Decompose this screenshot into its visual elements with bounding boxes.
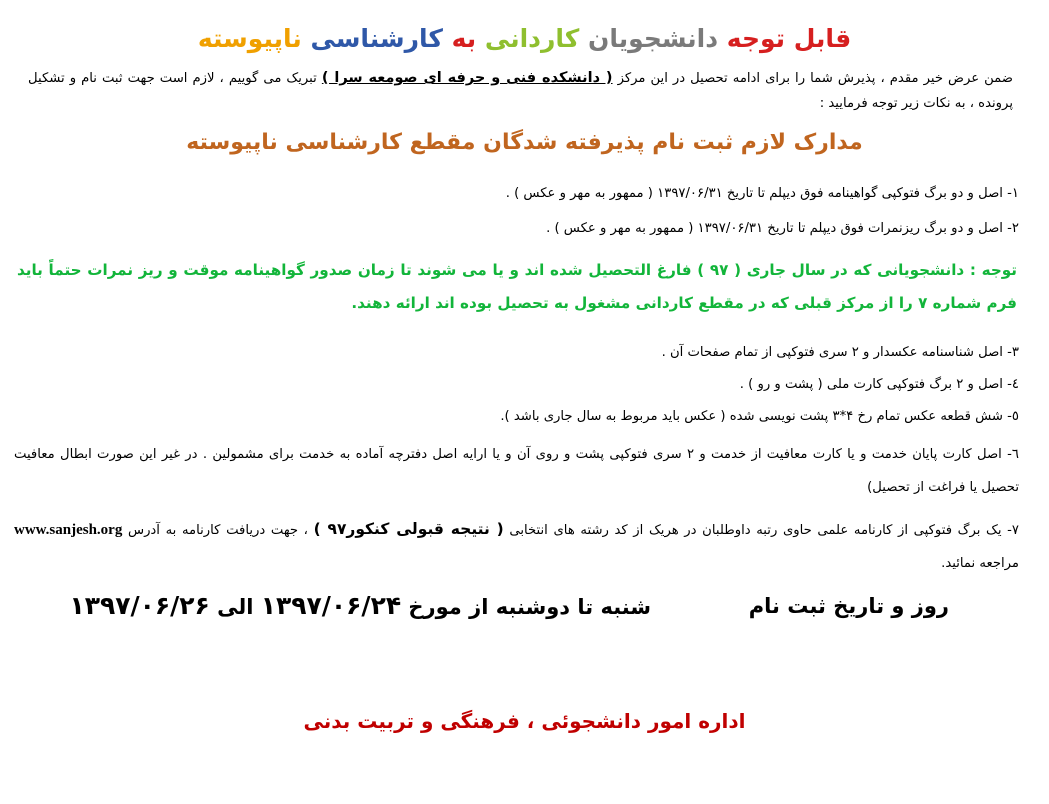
title-part-discontinuous: ناپیوسته [197,24,302,53]
requirement-item-4: ٤- اصل و ۲ برگ فتوکپی کارت ملی ( پشت و رو ) . [739,377,1019,392]
requirement-item-6: ٦- اصل کارت پایان خدمت و یا کارت معافیت از خدمت و ۲ سری فتوکپی پشت و روی آن و یا ارایه اصل دفترچه آماده به خدمت برای مشمولین . در غیر این صورت ابطال معافیت تحصیل یا فراغت از تحصیل) [14,447,1019,495]
center-name: ( دانشکده فنی و حرفه ای صومعه سرا ) [321,70,613,86]
registration-date-label: روز و تاریخ ثبت نام [748,594,949,618]
title-part-bachelor: کارشناسی [310,24,443,53]
page-title [0,20,1049,58]
requirement-item-3: ۳- اصل شناسنامه عکسدار و ۲ سری فتوکپی از تمام صفحات آن . [661,345,1019,360]
documents-subtitle: مدارک لازم ثبت نام پذیرفته شدگان مقطع کارشناسی ناپیوسته [186,130,863,155]
requirement-item-5: ٥- شش قطعه عکس تمام رخ ۴*۳ پشت نویسی شده ( عکس باید مربوط به سال جاری باشد ). [500,409,1019,424]
end-date: ۱۳۹۷/۰۶/۲۶ [69,591,210,620]
title-part-associate: کاردانی [484,24,580,53]
item-7-text-before: ۷- یک برگ فتوکپی از کارنامه علمی حاوی رتبه داوطلبان در هریک از کد رشته های انتخابی [509,523,1019,538]
intro-text-before: ضمن عرض خیر مقدم ، پذیرش شما را برای ادامه تحصیل در این مرکز [617,71,1013,86]
item-7-text-after: ، جهت دریافت کارنامه به آدرس [127,523,308,538]
graduates-notice: توجه : دانشجویانی که در سال جاری ( ۹۷ ) فارغ التحصیل شده اند و یا می شوند تا زمان صدور گواهینامه موقت و ریز نمرات حتماً باید فرم شماره ۷ را از مرکز قبلی که در مقطع کاردانی مشغول به تحصیل بوده اند ارائه دهند. [17,261,1018,312]
start-date: ۱۳۹۷/۰۶/۲۴ [260,591,402,620]
konkur-result: ( نتیجه قبولی کنکور۹۷ ) [313,520,504,538]
title-part-students: دانشجویان [588,24,719,53]
range-text: شنبه تا دوشنبه از مورخ [408,595,651,619]
registration-date-range [69,588,651,625]
office-signature: اداره امور دانشجوئی ، فرهنگی و تربیت بدنی [303,709,746,733]
until-word: الی [217,595,254,619]
intro-paragraph [28,66,1013,116]
title-part-to: به [451,24,477,53]
requirement-item-1: ۱- اصل و دو برگ فتوکپی گواهینامه فوق دیپلم تا تاریخ ۱۳۹۷/۰۶/۳۱ ( ممهور به مهر و عکس ) . [505,186,1019,201]
intro-text-after: تبریک می گوییم ، لازم است جهت ثبت نام و تشکیل پرونده ، به نکات زیر توجه فرمایید : [28,71,1013,111]
requirement-item-7 [14,513,1019,580]
item-7-end: مراجعه نمائید. [941,556,1019,571]
sanjesh-link[interactable]: www.sanjesh.org [14,522,123,538]
requirement-item-2: ۲- اصل و دو برگ ریزنمرات فوق دیپلم تا تاریخ ۱۳۹۷/۰۶/۳۱ ( ممهور به مهر و عکس ) . [546,221,1019,236]
title-part-attention: قابل توجه [726,24,852,53]
